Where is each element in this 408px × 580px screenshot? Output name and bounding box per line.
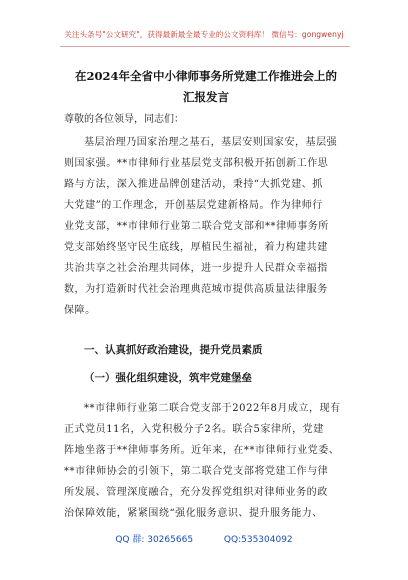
- paragraph-line: 所发展、管理深度融合，充分发挥党组织对律师业务的政: [64, 487, 328, 498]
- paragraph-line: 基层治理乃国家治理之基石，基层安则国家安，基层强: [84, 137, 338, 148]
- paragraph-line: 数，为打造新时代社会治理典范城市提供高质量法律服务: [64, 284, 328, 295]
- header-divider: [60, 46, 350, 47]
- subsection-heading: （一）强化组织建设，筑牢党建堡垒: [84, 372, 252, 384]
- paragraph-1: [64, 132, 347, 321]
- footer-qq: QQ:535304092: [223, 535, 293, 545]
- paragraph-line: 共治共享之社会治理共同体，进一步提升人民群众幸福指: [64, 263, 328, 274]
- footer-qq-group: QQ 群: 30265665: [115, 535, 194, 545]
- paragraph-line: 阵地坐落于**律师事务所。近年来，在**市律师行业党委、: [64, 445, 340, 456]
- paragraph-line: 保障。: [64, 305, 96, 316]
- document-title: 在2024年全省中小律师事务所党建工作推进会上的汇报发言: [74, 69, 337, 104]
- paragraph-line: 治保障效能，紧紧围绕“强化服务意识、提升服务能力、: [64, 508, 323, 519]
- paragraph-line: 正式党员11名，入党积极分子2名。联合5家律所，党建: [64, 424, 324, 435]
- paragraph-line: 路与方法，深入推进品牌创建活动，秉持“大抓党建、抓: [64, 179, 323, 190]
- paragraph-line: 业党支部，**市律师行业第二联合党支部和**律师事务所: [64, 221, 329, 232]
- header-banner: 关注头条号"公文研究"，获得最新最全最专业的公文资料库！ 微信号：gongwenyj: [64, 30, 344, 39]
- paragraph-line: 党支部始终坚守民生底线，厚植民生福祉，着力构建共建: [64, 242, 328, 253]
- paragraph-line: 大党建”的工作理念，开创基层党建新格局。作为律师行: [64, 200, 323, 211]
- paragraph-2: [64, 398, 347, 524]
- paragraph-line: **市律师协会的引领下，第二联合党支部将党建工作与律: [64, 466, 329, 477]
- section-heading: 一、认真抓好政治建设，提升党员素质: [84, 344, 263, 356]
- footer-contact: [0, 532, 408, 545]
- greeting: 尊敬的各位领导，同志们：: [64, 114, 184, 125]
- paragraph-line: 则国家强。**市律师行业基层党支部积极开拓创新工作思: [64, 158, 329, 169]
- paragraph-line: **市律师行业第二联合党支部于2022年8月成立，现有: [84, 403, 341, 414]
